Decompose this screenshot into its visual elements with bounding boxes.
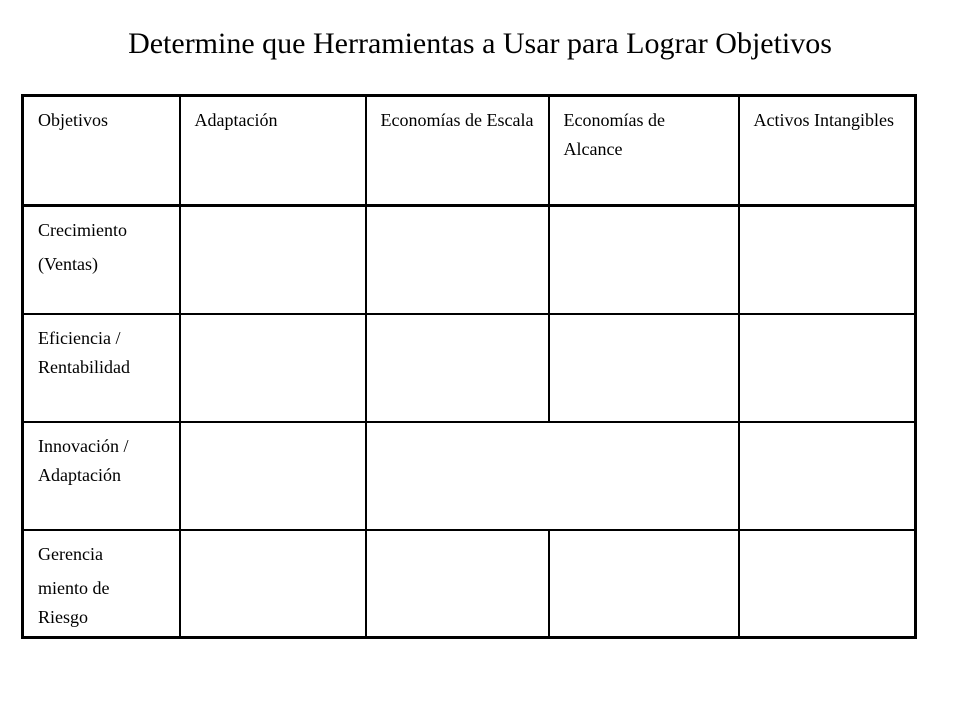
row-label-line: (Ventas) [38, 254, 98, 274]
row-label [23, 530, 180, 638]
table-cell [366, 206, 549, 314]
header-cell-economias-alcance: Economías de Alcance [549, 96, 739, 206]
row-label-line: Crecimiento [38, 220, 127, 240]
table-cell [366, 314, 549, 422]
page-title: Determine que Herramientas a Usar para Lograr Objetivos [128, 27, 832, 60]
table-cell [549, 530, 739, 638]
table-cell [180, 314, 366, 422]
table-cell [739, 314, 916, 422]
header-cell-adaptacion: Adaptación [180, 96, 366, 206]
row-label-line: Innovación / [38, 435, 129, 456]
table-cell [549, 314, 739, 422]
header-cell-economias-escala: Economías de Escala [366, 96, 549, 206]
row-label [23, 314, 180, 422]
table-cell [739, 422, 916, 530]
table-row [23, 530, 916, 638]
header-cell-activos-intangibles: Activos Intangibles [739, 96, 916, 206]
row-label-line: Eficiencia / [38, 327, 121, 348]
merged-table-cell [366, 422, 739, 530]
header-row [23, 96, 916, 206]
table-cell [180, 422, 366, 530]
row-label-line: Adaptación [38, 464, 121, 485]
table-cell [739, 530, 916, 638]
table-row [23, 314, 916, 422]
row-label [23, 206, 180, 314]
table-cell [180, 530, 366, 638]
row-label-line: Rentabilidad [38, 356, 130, 377]
objectives-tools-table [21, 94, 917, 639]
table-cell [180, 206, 366, 314]
table-cell [366, 530, 549, 638]
table-cell [549, 206, 739, 314]
row-label-line: Riesgo [38, 606, 89, 627]
row-label-line: Gerencia [38, 543, 103, 564]
row-label-line: miento de [38, 577, 110, 598]
table-cell [739, 206, 916, 314]
table-row [23, 206, 916, 314]
row-label [23, 422, 180, 530]
header-cell-objetivos: Objetivos [23, 96, 180, 206]
table-row [23, 422, 916, 530]
